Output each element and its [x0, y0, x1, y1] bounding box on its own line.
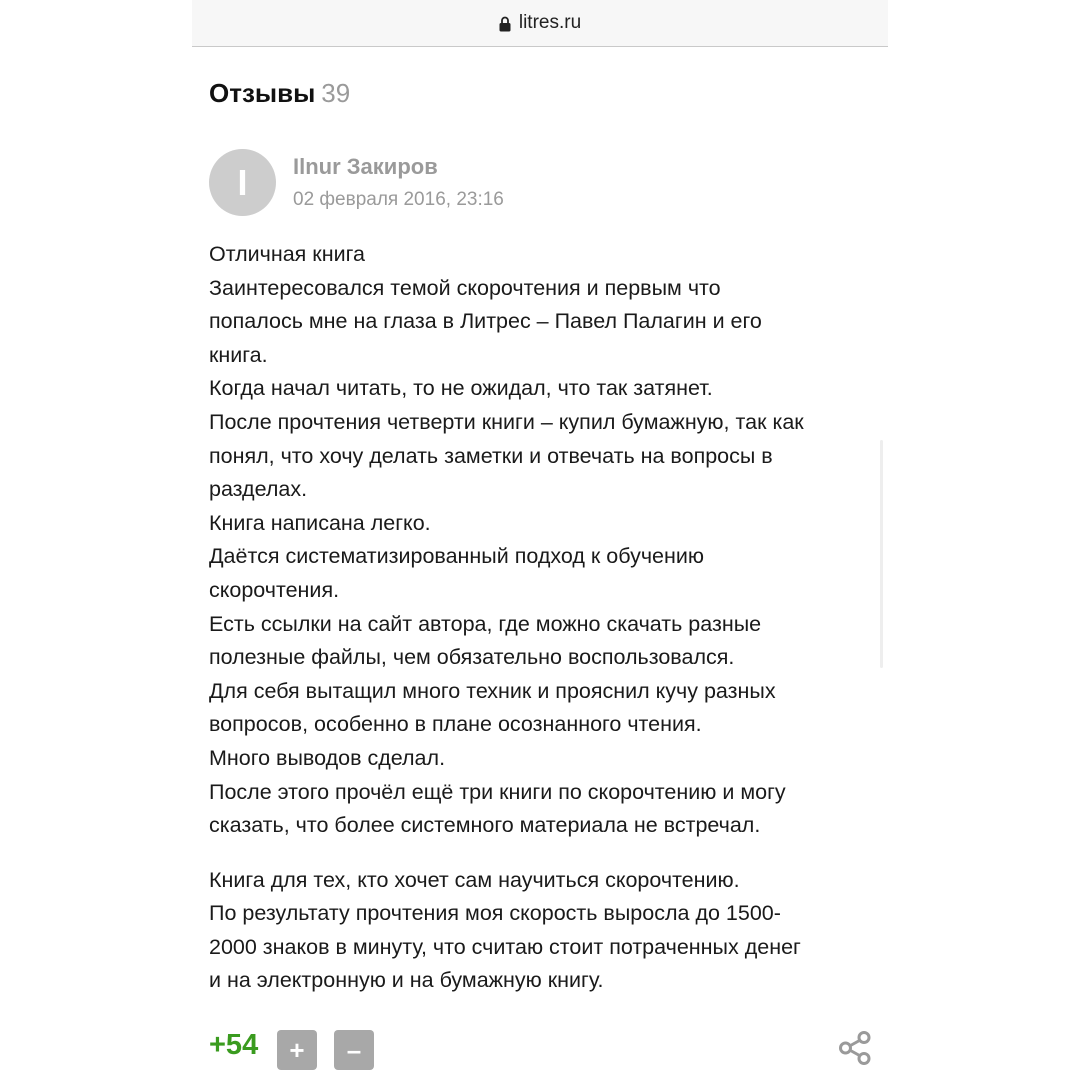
avatar[interactable]	[209, 149, 276, 216]
review-line: попалось мне на глаза в Литрес – Павел Палагин и его	[209, 309, 762, 334]
review-line: Для себя вытащил много техник и прояснил кучу разных	[209, 678, 776, 703]
review-line: и на электронную и на бумажную книгу.	[209, 968, 604, 993]
review-line: По результату прочтения моя скорость выросла до 1500-	[209, 901, 781, 926]
review-actions	[209, 1028, 879, 1070]
author-name[interactable]: Ilnur Закиров	[293, 154, 438, 179]
address-url[interactable]: litres.ru	[518, 12, 582, 33]
review-line: Заинтересовался темой скорочтения и первым что	[209, 275, 721, 300]
review-line: разделах.	[209, 477, 308, 502]
review-text	[209, 238, 879, 998]
share-icon[interactable]	[837, 1030, 873, 1066]
vote-down-button[interactable]	[334, 1030, 374, 1070]
review-date: 02 февраля 2016, 23:16	[293, 189, 504, 210]
review-line: Книга написана легко.	[209, 510, 431, 535]
browser-viewport	[192, 0, 888, 1080]
review-line: 2000 знаков в минуту, что считаю стоит потраченных денег	[209, 934, 801, 959]
plus-icon: +	[289, 1034, 305, 1065]
review-line: После этого прочёл ещё три книги по скорочтению и могу	[209, 779, 786, 804]
review-line: полезные файлы, чем обязательно воспользовался.	[209, 645, 735, 670]
review-line: понял, что хочу делать заметки и отвечать на вопросы в	[209, 443, 773, 468]
review-line: книга.	[209, 342, 268, 367]
address-bar[interactable]	[192, 0, 888, 47]
paragraph-gap	[209, 843, 879, 864]
review-line: сказать, что более системного материала не встречал.	[209, 813, 761, 838]
vote-up-button[interactable]	[277, 1030, 317, 1070]
review-line: Отличная книга	[209, 242, 365, 266]
reviews-title: Отзывы	[209, 78, 316, 108]
review-line: После прочтения четверти книги – купил бумажную, так как	[209, 409, 804, 434]
review-line: Есть ссылки на сайт автора, где можно скачать разные	[209, 611, 762, 636]
vote-count: +54	[209, 1029, 259, 1061]
review-line: вопросов, особенно в плане осознанного чтения.	[209, 712, 702, 737]
avatar-letter: I	[237, 161, 248, 203]
review-line: скорочтения.	[209, 577, 340, 602]
lock-icon	[499, 16, 511, 32]
scroll-indicator[interactable]	[880, 440, 883, 668]
review-line: Книга для тех, кто хочет сам научиться скорочтению.	[209, 867, 740, 892]
review-line: Много выводов сделал.	[209, 745, 446, 770]
reviews-count: 39	[321, 78, 351, 108]
review-line: Когда начал читать, то не ожидал, что так затянет.	[209, 376, 713, 401]
review-line: Даётся систематизированный подход к обучению	[209, 544, 705, 569]
reviews-heading	[209, 78, 350, 109]
minus-icon: –	[346, 1034, 362, 1065]
